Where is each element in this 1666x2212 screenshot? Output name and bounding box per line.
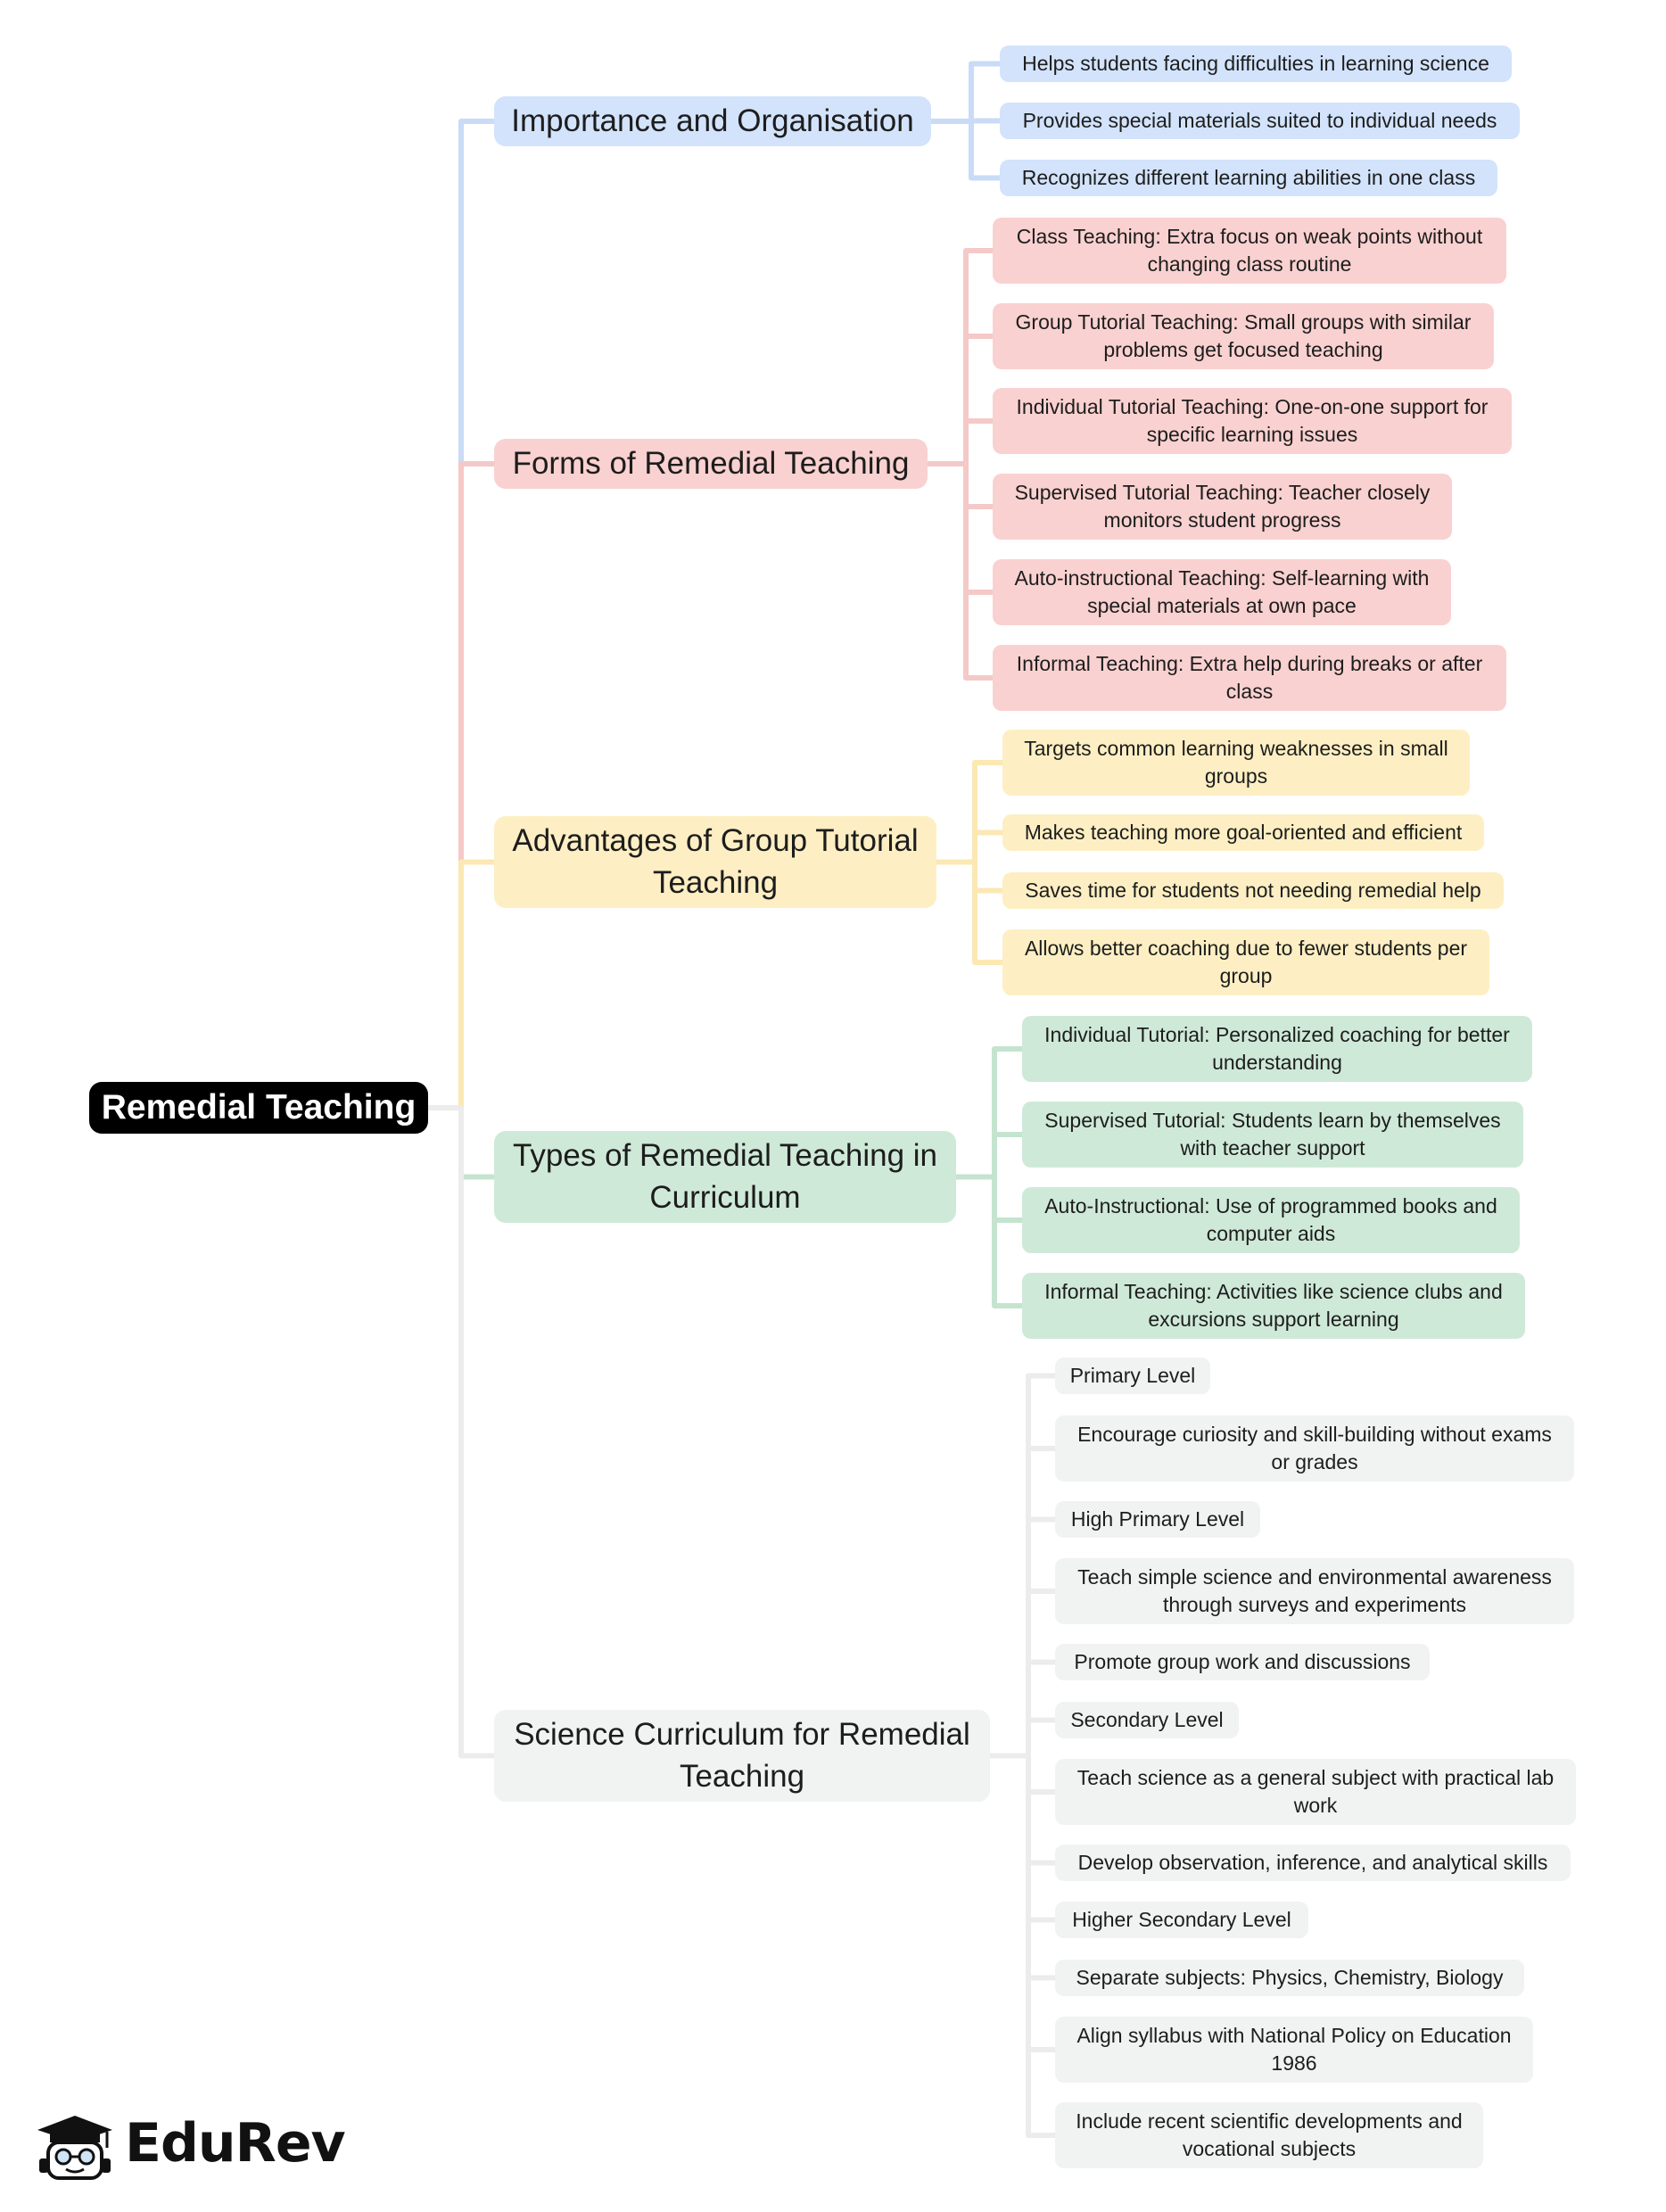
leaf-node: Promote group work and discussions bbox=[1055, 1644, 1430, 1680]
leaf-connector bbox=[990, 1376, 1055, 1756]
leaf-node: Develop observation, inference, and analytical skills bbox=[1055, 1845, 1571, 1881]
brand-name: EduRev bbox=[125, 2112, 345, 2175]
leaf-connector bbox=[928, 464, 993, 678]
leaf-connector bbox=[990, 1756, 1055, 2051]
leaf-node: Individual Tutorial Teaching: One-on-one support for specific learning issues bbox=[993, 388, 1512, 454]
leaf-node: Supervised Tutorial Teaching: Teacher closely monitors student progress bbox=[993, 474, 1452, 540]
leaf-node: Provides special materials suited to individual needs bbox=[1000, 103, 1520, 139]
leaf-node: Secondary Level bbox=[1055, 1702, 1239, 1738]
leaf-node: Include recent scientific developments and vocational subjects bbox=[1055, 2102, 1483, 2168]
graduate-mascot-icon bbox=[32, 2105, 118, 2185]
leaf-connector bbox=[990, 1721, 1055, 1756]
leaf-node: Allows better coaching due to fewer students per group bbox=[1002, 929, 1489, 995]
leaf-connector bbox=[936, 863, 1002, 891]
leaf-node: High Primary Level bbox=[1055, 1501, 1260, 1538]
leaf-connector bbox=[936, 763, 1002, 863]
leaf-node: Encourage curiosity and skill-building without exams or grades bbox=[1055, 1416, 1574, 1482]
leaf-node: Informal Teaching: Activities like science clubs and excursions support learning bbox=[1022, 1273, 1525, 1339]
leaf-connector bbox=[956, 1177, 1022, 1307]
leaf-connector bbox=[956, 1135, 1022, 1177]
leaf-connector bbox=[931, 121, 1000, 178]
branch-advantages-group-tutorial: Advantages of Group Tutorial Teaching bbox=[494, 816, 936, 908]
leaf-connector bbox=[990, 1663, 1055, 1756]
leaf-connector bbox=[990, 1449, 1055, 1756]
leaf-node: Teach science as a general subject with practical lab work bbox=[1055, 1759, 1576, 1825]
leaf-node: Makes teaching more goal-oriented and efficient bbox=[1002, 814, 1484, 851]
leaf-connector bbox=[990, 1756, 1055, 1793]
leaf-connector bbox=[928, 464, 993, 507]
branch-science-curriculum: Science Curriculum for Remedial Teaching bbox=[494, 1710, 990, 1802]
leaf-connector bbox=[990, 1756, 1055, 1978]
leaf-connector bbox=[928, 336, 993, 464]
leaf-node: Auto-instructional Teaching: Self-learning with special materials at own pace bbox=[993, 559, 1451, 625]
leaf-node: Informal Teaching: Extra help during breaks or after class bbox=[993, 645, 1506, 711]
branch-connector bbox=[428, 863, 494, 1109]
branch-types-in-curriculum: Types of Remedial Teaching in Curriculum bbox=[494, 1131, 956, 1223]
leaf-node: Class Teaching: Extra focus on weak points without changing class routine bbox=[993, 218, 1506, 284]
leaf-node: Saves time for students not needing remedial help bbox=[1002, 872, 1504, 909]
leaf-connector bbox=[928, 421, 993, 464]
leaf-node: Individual Tutorial: Personalized coaching for better understanding bbox=[1022, 1016, 1532, 1082]
branch-forms-of-remedial-teaching: Forms of Remedial Teaching bbox=[494, 439, 928, 489]
leaf-node: Targets common learning weaknesses in small groups bbox=[1002, 730, 1470, 796]
root-node: Remedial Teaching bbox=[89, 1082, 428, 1134]
leaf-node: Group Tutorial Teaching: Small groups with similar problems get focused teaching bbox=[993, 303, 1494, 369]
leaf-node: Auto-Instructional: Use of programmed books and computer aids bbox=[1022, 1187, 1520, 1253]
leaf-connector bbox=[990, 1591, 1055, 1756]
leaf-connector bbox=[990, 1756, 1055, 1920]
leaf-node: Helps students facing difficulties in learning science bbox=[1000, 45, 1512, 82]
edurev-logo bbox=[32, 2105, 345, 2185]
leaf-node: Primary Level bbox=[1055, 1358, 1210, 1394]
leaf-connector bbox=[990, 1756, 1055, 1863]
leaf-connector bbox=[928, 251, 993, 464]
leaf-node: Recognizes different learning abilities in one class bbox=[1000, 160, 1497, 196]
leaf-node: Teach simple science and environmental awareness through surveys and experiments bbox=[1055, 1558, 1574, 1624]
leaf-node: Higher Secondary Level bbox=[1055, 1902, 1308, 1938]
branch-importance-organisation: Importance and Organisation bbox=[494, 96, 931, 146]
branch-connector bbox=[428, 1108, 494, 1756]
leaf-node: Supervised Tutorial: Students learn by themselves with teacher support bbox=[1022, 1102, 1523, 1168]
leaf-connector bbox=[990, 1756, 1055, 2136]
leaf-node: Align syllabus with National Policy on Education 1986 bbox=[1055, 2017, 1533, 2083]
leaf-connector bbox=[936, 863, 1002, 963]
leaf-connector bbox=[956, 1177, 1022, 1221]
leaf-node: Separate subjects: Physics, Chemistry, Biology bbox=[1055, 1960, 1524, 1996]
leaf-connector bbox=[956, 1049, 1022, 1177]
leaf-connector bbox=[928, 464, 993, 592]
leaf-connector bbox=[936, 833, 1002, 863]
leaf-connector bbox=[931, 64, 1000, 122]
